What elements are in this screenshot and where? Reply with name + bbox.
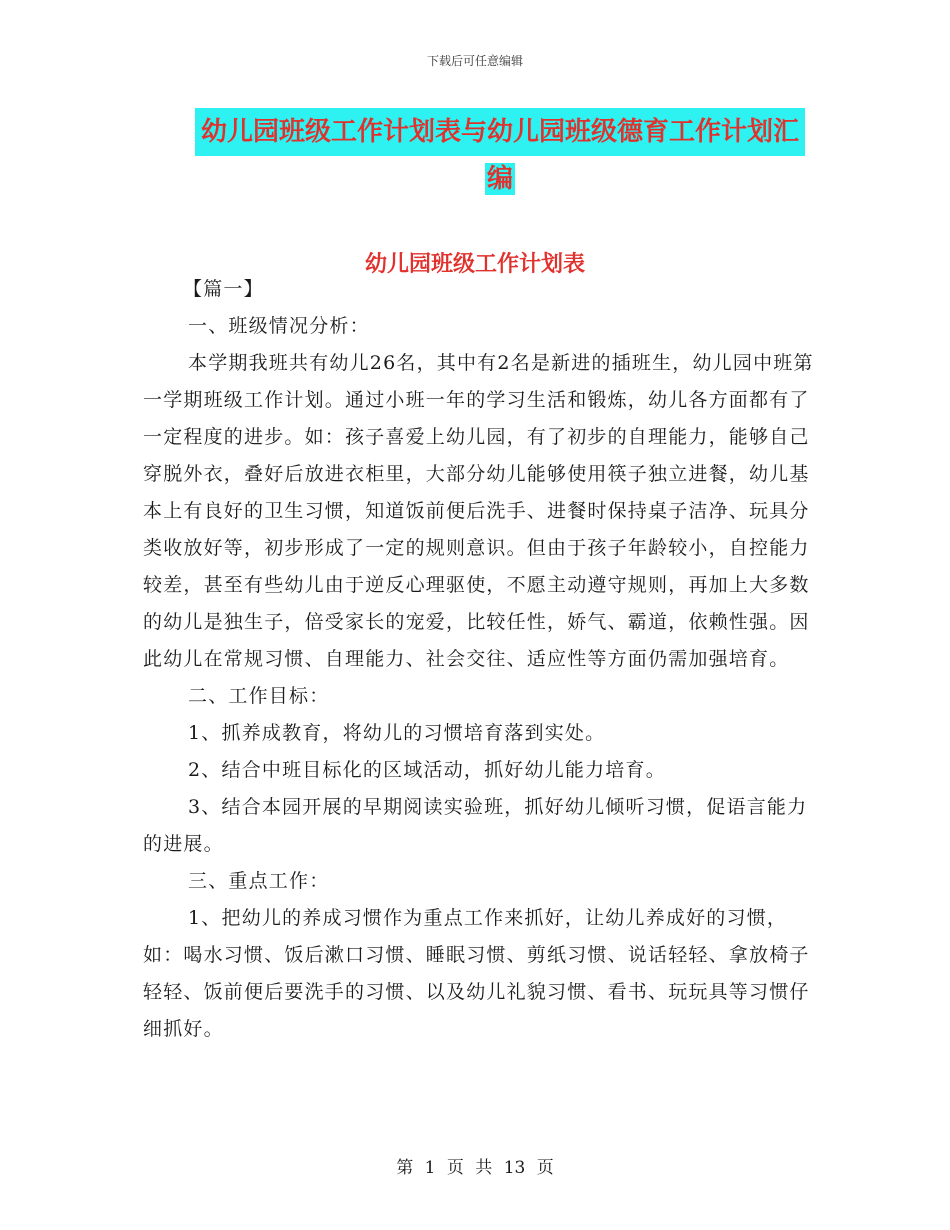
document-body <box>143 271 815 1048</box>
document-title-line-2: 编 <box>486 164 513 194</box>
document-title <box>195 108 805 202</box>
goal-item-3: 3、结合本园开展的早期阅读实验班，抓好幼儿倾听习惯，促语言能力的进展。 <box>143 796 808 855</box>
section-title: 幼儿园班级工作计划表 <box>364 252 585 277</box>
page-footer: 第 1 页 共 13 页 <box>396 1158 554 1178</box>
heading-key-work: 三、重点工作： <box>188 870 330 892</box>
paragraph-class-analysis: 本学期我班共有幼儿26名，其中有2名是新进的插班生，幼儿园中班第一学期班级工作计划。通过小班一年的学习生活和锻炼，幼儿各方面都有了一定程度的进步。如：孩子喜爱上幼儿园，有了初步的自理能力，能够自己穿脱外衣，叠好后放进衣柜里，大部分幼儿能够使用筷子独立进餐，幼儿基本上有良好的卫生习惯，知道饭前便后洗手、进餐时保持桌子洁净、玩具分类收放好等，初步形成了一定的规则意识。但由于孩子年龄较小，自控能力较差，甚至有些幼儿由于逆反心理驱使，不愿主动遵守规则，再加上大多数的幼儿是独生子，倍受家长的宠爱，比较任性，娇气、霸道，依赖性强。因此幼儿在常规习惯、自理能力、社会交往、适应性等方面仍需加强培育。 <box>143 352 814 670</box>
document-title-line-1: 幼儿园班级工作计划表与幼儿园班级德育工作计划汇 <box>195 108 805 156</box>
header-note: 下载后可任意编辑 <box>426 54 523 68</box>
heading-class-analysis: 一、班级情况分析： <box>188 315 370 337</box>
section-label: 【篇一】 <box>183 278 264 300</box>
goal-item-1: 1、抓养成教育，将幼儿的习惯培育落到实处。 <box>188 722 606 744</box>
heading-work-goals: 二、工作目标： <box>188 685 330 707</box>
goal-item-2: 2、结合中班目标化的区域活动，抓好幼儿能力培育。 <box>188 759 666 781</box>
key-work-item-1: 1、把幼儿的养成习惯作为重点工作来抓好，让幼儿养成好的习惯，如：喝水习惯、饭后漱口习惯、睡眠习惯、剪纸习惯、说话轻轻、拿放椅子轻轻、饭前便后要洗手的习惯、以及幼儿礼貌习惯、看书、玩玩具等习惯仔细抓好。 <box>143 907 810 1040</box>
